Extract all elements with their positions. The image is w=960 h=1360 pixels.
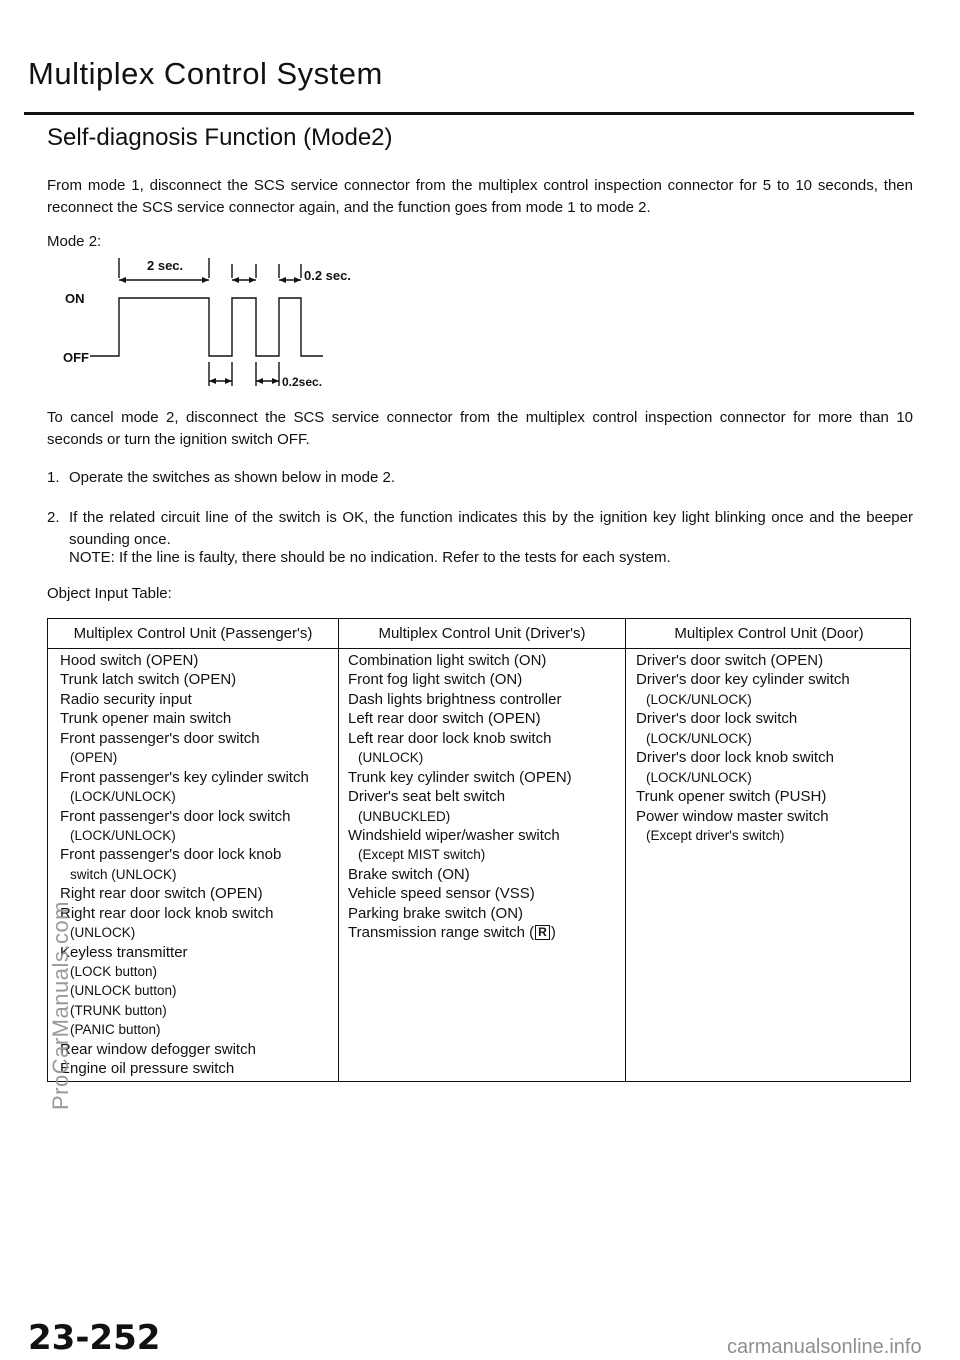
page-number: 23-252 [28, 1318, 161, 1358]
table-item [60, 1040, 309, 1059]
table-item [636, 690, 850, 709]
table-item [348, 884, 572, 903]
table-item [60, 845, 309, 864]
table-item [60, 1001, 309, 1020]
step-note: NOTE: If the line is faulty, there should be no indication. Refer to the tests for each system. [69, 549, 671, 566]
table-item [636, 768, 850, 787]
pulse-low-label: 0.2sec. [282, 375, 323, 389]
table-item [60, 729, 309, 748]
table-item [60, 690, 309, 709]
mode2-timing-diagram [55, 250, 365, 395]
table-item [348, 651, 572, 670]
table-item-text: Front passenger's door lock switch [60, 807, 291, 825]
table-item-text: Driver's seat belt switch [348, 788, 506, 806]
cancel-paragraph: To cancel mode 2, disconnect the SCS service connector from the multiplex control inspection connector for more than 10 seconds or turn the ignition switch OFF. [47, 409, 913, 448]
on-label: ON [65, 291, 85, 306]
table-item [636, 826, 850, 845]
table-item [636, 787, 850, 806]
column-header: Multiplex Control Unit (Door) [674, 625, 864, 642]
table-item [60, 709, 309, 728]
table-item [636, 670, 850, 689]
table-item-text: Front passenger's door lock knob [60, 846, 282, 864]
step-2 [47, 507, 913, 573]
watermark: ProCarManuals.com [48, 900, 73, 1110]
table-item-text: (TRUNK button) [70, 1002, 167, 1018]
table-item [60, 1020, 309, 1039]
column-items [60, 651, 309, 1079]
table-item [60, 904, 309, 923]
step-number: 2. [47, 509, 60, 526]
table-item [348, 748, 572, 767]
table-item [348, 729, 572, 748]
table-item-text: Right rear door lock knob switch [60, 904, 274, 922]
page-title: Multiplex Control System [28, 56, 383, 91]
table-item-text: (UNLOCK) [358, 750, 424, 766]
table-item [60, 670, 309, 689]
object-input-table [47, 618, 911, 1082]
table-item [348, 768, 572, 787]
timing-waveform [90, 298, 323, 356]
table-item-text: Front passenger's key cylinder switch [60, 768, 309, 786]
table-item-text: Right rear door switch (OPEN) [60, 885, 263, 903]
table-item-text: Power window master switch [636, 807, 829, 825]
column-divider [625, 619, 626, 1081]
intro-paragraph: From mode 1, disconnect the SCS service connector from the multiplex control inspection connector for 5 to 10 seconds, then reconnect the SCS service connector again, and the function goes from mode 1 to mode 2. [47, 177, 913, 216]
step-number: 1. [47, 469, 60, 486]
table-item-text: (LOCK/UNLOCK) [646, 730, 752, 746]
table-item [348, 826, 572, 845]
step-text: If the related circuit line of the switch is OK, the function indicates this by the ignition key light blinking once and the beeper sounding once. [69, 509, 913, 548]
table-item-text: Parking brake switch (ON) [348, 904, 524, 922]
table-item-text: Keyless transmitter [60, 943, 188, 961]
table-item-text: (LOCK/UNLOCK) [70, 827, 176, 843]
table-item [60, 884, 309, 903]
table-item-text: (LOCK/UNLOCK) [646, 769, 752, 785]
step-text: Operate the switches as shown below in mode 2. [69, 469, 396, 486]
table-item-text: (LOCK/UNLOCK) [646, 691, 752, 707]
table-item-text: switch (UNLOCK) [70, 866, 177, 882]
table-item-text: Front passenger's door switch [60, 729, 260, 747]
table-item-suffix: ) [550, 924, 556, 942]
table-item [60, 826, 309, 845]
table-item-text: Dash lights brightness controller [348, 690, 562, 708]
table-item-text: Trunk opener switch (PUSH) [636, 788, 827, 806]
table-item-text: Transmission range switch ( [348, 924, 535, 942]
table-item-text: (Except driver's switch) [646, 827, 785, 843]
table-item-text: Rear window defogger switch [60, 1040, 256, 1058]
table-item [60, 962, 309, 981]
column-items [636, 651, 850, 845]
pulse-high-label: 0.2 sec. [304, 268, 351, 283]
table-item-text: Trunk key cylinder switch (OPEN) [348, 768, 572, 786]
step-1 [47, 467, 913, 489]
table-item [348, 923, 572, 942]
table-item [60, 651, 309, 670]
table-item-text: Trunk opener main switch [60, 710, 232, 728]
table-item [348, 709, 572, 728]
section-title: Self-diagnosis Function (Mode2) [47, 124, 393, 151]
table-item-text: Left rear door switch (OPEN) [348, 710, 541, 728]
table-item-text: (PANIC button) [70, 1022, 161, 1038]
table-item [636, 807, 850, 826]
table-item-text: Hood switch (OPEN) [60, 652, 199, 669]
table-item [60, 748, 309, 767]
column-items [348, 651, 572, 943]
table-item-text: (Except MIST switch) [358, 847, 486, 863]
table-item [60, 787, 309, 806]
table-item-text: Driver's door key cylinder switch [636, 671, 850, 689]
table-item-text: Driver's door lock knob switch [636, 749, 834, 767]
table-header-divider [48, 648, 910, 649]
table-item-text: Front fog light switch (ON) [348, 671, 523, 689]
table-item-text: Vehicle speed sensor (VSS) [348, 885, 535, 903]
table-item-text: Engine oil pressure switch [60, 1060, 235, 1078]
table-item-text: (UNBUCKLED) [358, 808, 451, 824]
table-item [348, 845, 572, 864]
table-item [636, 748, 850, 767]
column-header: Multiplex Control Unit (Driver's) [378, 625, 586, 642]
transmission-r-badge: R [535, 925, 550, 940]
table-item-text: (LOCK button) [70, 964, 158, 979]
table-item [60, 981, 309, 1000]
table-item [60, 1059, 309, 1078]
table-item-text: Trunk latch switch (OPEN) [60, 671, 237, 689]
table-item [348, 690, 572, 709]
table-item-text: Driver's door switch (OPEN) [636, 652, 824, 669]
table-item-text: (LOCK/UNLOCK) [70, 789, 176, 805]
table-item [636, 709, 850, 728]
table-item-text: Combination light switch (ON) [348, 652, 547, 669]
table-item [60, 923, 309, 942]
table-item [60, 865, 309, 884]
column-header: Multiplex Control Unit (Passenger's) [73, 625, 313, 642]
column-divider [338, 619, 339, 1081]
table-item [348, 670, 572, 689]
footer-site: carmanualsonline.info [727, 1336, 922, 1358]
table-item [348, 865, 572, 884]
table-item-text: (UNLOCK) [70, 925, 136, 941]
mode-label: Mode 2: [47, 233, 102, 250]
table-item [348, 904, 572, 923]
table-label: Object Input Table: [47, 585, 172, 602]
table-item [348, 807, 572, 826]
table-item-text: Brake switch (ON) [348, 865, 470, 883]
table-item-text: (OPEN) [70, 750, 118, 766]
on-duration-label: 2 sec. [147, 258, 184, 273]
table-item [60, 943, 309, 962]
table-item-text: Driver's door lock switch [636, 710, 798, 728]
table-item [60, 768, 309, 787]
table-item-text: Radio security input [60, 690, 192, 708]
table-item [348, 787, 572, 806]
title-divider [24, 112, 914, 115]
table-item [636, 651, 850, 670]
table-item [636, 729, 850, 748]
table-item-text: (UNLOCK button) [70, 983, 177, 999]
table-item-text: Windshield wiper/washer switch [348, 826, 560, 844]
off-label: OFF [63, 350, 89, 365]
table-item-text: Left rear door lock knob switch [348, 729, 552, 747]
table-item [60, 807, 309, 826]
